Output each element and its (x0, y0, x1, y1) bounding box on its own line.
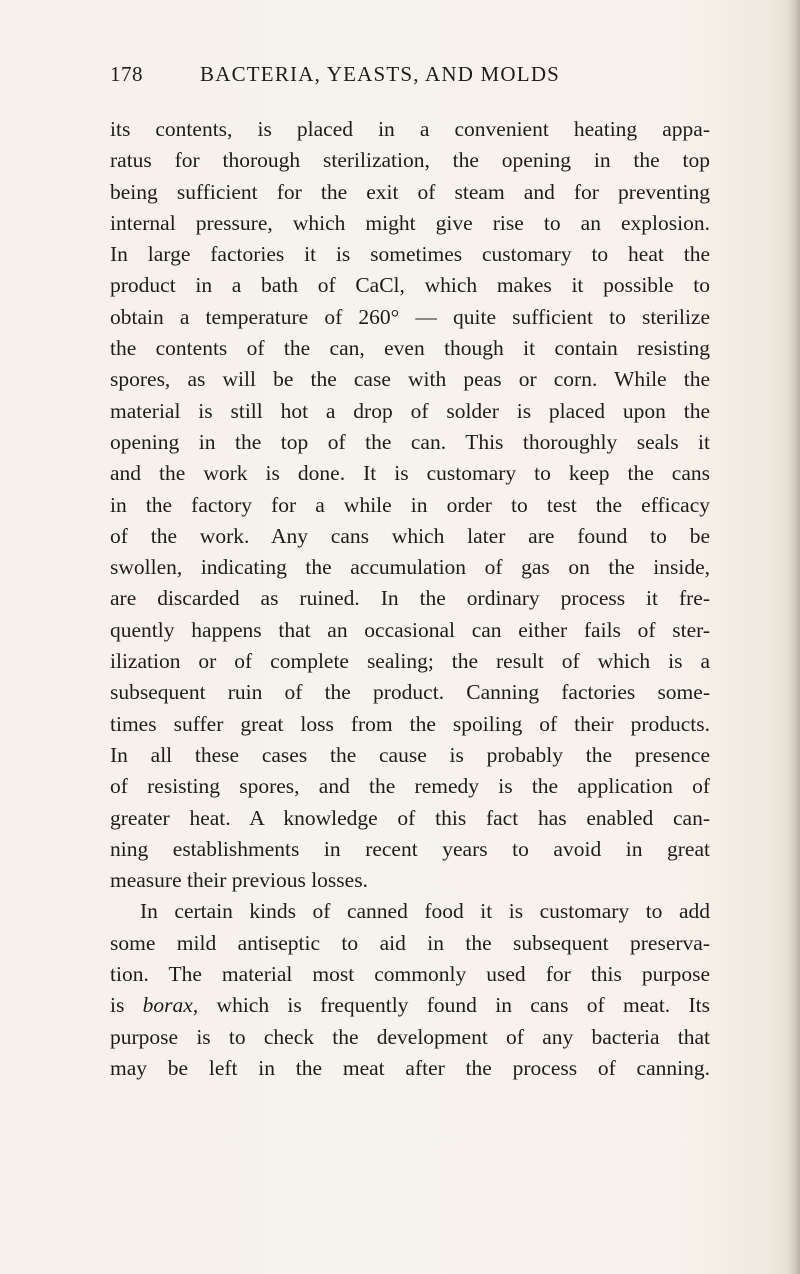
text-line: product in a bath of CaCl, which makes it possible to (110, 273, 710, 298)
text-line: of the work. Any cans which later are found to be (110, 523, 710, 548)
text-line: in the factory for a while in order to test the efficacy (110, 492, 710, 517)
italic-term: borax (142, 993, 193, 1018)
text-line: may be left in the meat after the process of canning. (110, 1055, 710, 1080)
text-line: ilization or of complete sealing; the result of which is a (110, 649, 710, 674)
text-line: being sufficient for the exit of steam and for preventing (110, 179, 710, 204)
text-line: obtain a temperature of 260° — quite sufficient to sterilize (110, 304, 710, 329)
text-line: greater heat. A knowledge of this fact has enabled can- (110, 805, 710, 830)
text-line (110, 990, 710, 1021)
page-header (110, 62, 710, 92)
text-line: In large factories it is sometimes customary to heat the (110, 242, 710, 267)
running-title: BACTERIA, YEASTS, AND MOLDS (200, 62, 561, 86)
text-segment: , which is frequently found in cans of meat. Its (192, 993, 711, 1018)
text-line: In certain kinds of canned food it is customary to add (140, 899, 710, 924)
text-line: In all these cases the cause is probably the presence (110, 742, 710, 767)
text-line: measure their previous losses. (110, 868, 368, 893)
text-line: are discarded as ruined. In the ordinary process it fre- (110, 586, 710, 611)
page-number: 178 (110, 62, 143, 86)
text-line: opening in the top of the can. This thoroughly seals it (110, 429, 710, 454)
text-line: ning establishments in recent years to avoid in great (110, 836, 710, 861)
text-line: and the work is done. It is customary to keep the cans (110, 461, 710, 486)
text-segment: is (110, 993, 143, 1018)
text-line: material is still hot a drop of solder is placed upon the (110, 398, 710, 423)
text-line: the contents of the can, even though it contain resisting (110, 336, 710, 361)
text-line: tion. The material most commonly used for this purpose (110, 962, 710, 987)
text-line: times suffer great loss from the spoiling of their products. (110, 711, 710, 736)
page-edge-shadow (786, 0, 800, 1274)
text-line: quently happens that an occasional can either fails of ster- (110, 617, 710, 642)
text-line: its contents, is placed in a convenient heating appa- (110, 117, 710, 141)
text-line: ratus for thorough sterilization, the opening in the top (110, 148, 710, 173)
text-line: spores, as will be the case with peas or corn. While the (110, 367, 710, 392)
text-line: internal pressure, which might give rise to an explosion. (110, 210, 710, 235)
text-line: swollen, indicating the accumulation of gas on the inside, (110, 555, 710, 580)
body-text (110, 114, 710, 1084)
text-line: some mild antiseptic to aid in the subsequent preserva- (110, 930, 710, 955)
text-line: subsequent ruin of the product. Canning factories some- (110, 680, 710, 705)
text-line: of resisting spores, and the remedy is the application of (110, 774, 710, 799)
text-line: purpose is to check the development of any bacteria that (110, 1024, 710, 1049)
